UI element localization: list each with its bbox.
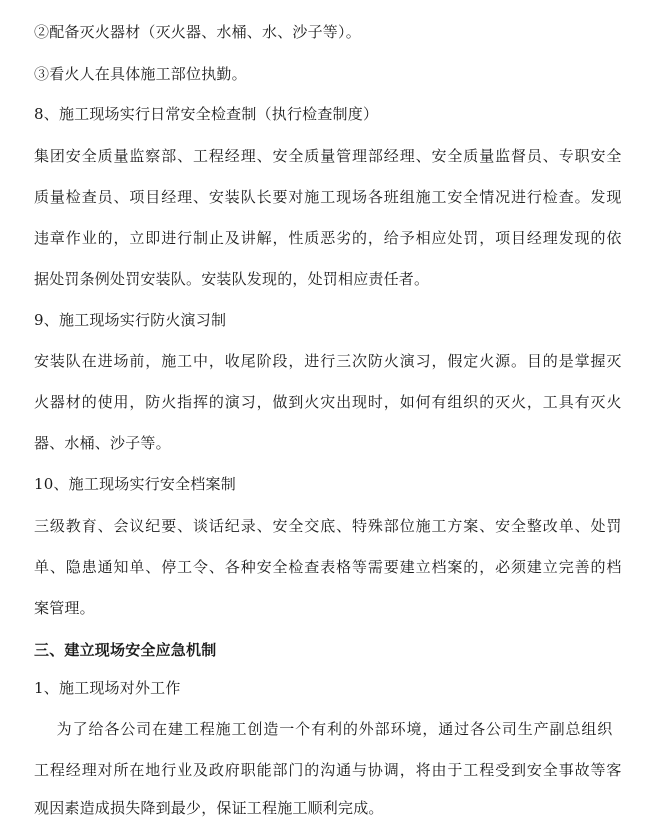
text-line-13: 三级教育、会议纪要、谈话纪录、安全交底、特殊部位施工方案、安全整改单、处罚 [34,517,623,535]
text-line-4: 集团安全质量监察部、工程经理、安全质量管理部经理、安全质量监督员、专职安全 [34,147,623,165]
text-line-20: 观因素造成损失降到最少，保证工程施工顺利完成。 [34,799,384,817]
text-line-7: 据处罚条例处罚安装队。安装队发现的，处罚相应责任者。 [34,270,430,288]
text-line-6: 违章作业的，立即进行制止及讲解，性质恶劣的，给予相应处罚，项目经理发现的依 [34,229,623,247]
text-line-18: 为了给各公司在建工程施工创造一个有利的外部环境，通过各公司生产副总组织 [34,720,614,738]
text-line-15: 案管理。 [34,599,95,617]
chapter-heading-3: 三、建立现场安全应急机制 [34,641,217,659]
text-line-10: 火器材的使用，防火指挥的演习，做到火灾出现时，如何有组织的灭火，工具有灭火 [34,393,623,411]
text-line-9: 安装队在进场前，施工中，收尾阶段，进行三次防火演习，假定火源。目的是掌握灭 [34,352,623,370]
section-heading-8: 8、施工现场实行日常安全检查制（执行检查制度） [34,105,379,123]
section-heading-9: 9、施工现场实行防火演习制 [34,311,227,329]
text-line-2: ③看火人在具体施工部位执勤。 [34,65,247,83]
section-heading-10: 10、施工现场实行安全档案制 [34,475,236,493]
text-line-14: 单、隐患通知单、停工令、各种安全检查表格等需要建立档案的，必须建立完善的档 [34,558,623,576]
subsection-heading-1: 1、施工现场对外工作 [34,679,181,697]
text-line-1: ②配备灭火器材（灭火器、水桶、水、沙子等）。 [34,23,361,41]
text-line-19: 工程经理对所在地行业及政府职能部门的沟通与协调，将由于工程受到安全事故等客 [34,761,623,779]
text-line-11: 器、水桶、沙子等。 [34,434,171,452]
text-line-5: 质量检查员、项目经理、安装队长要对施工现场各班组施工安全情况进行检查。发现 [34,188,623,206]
